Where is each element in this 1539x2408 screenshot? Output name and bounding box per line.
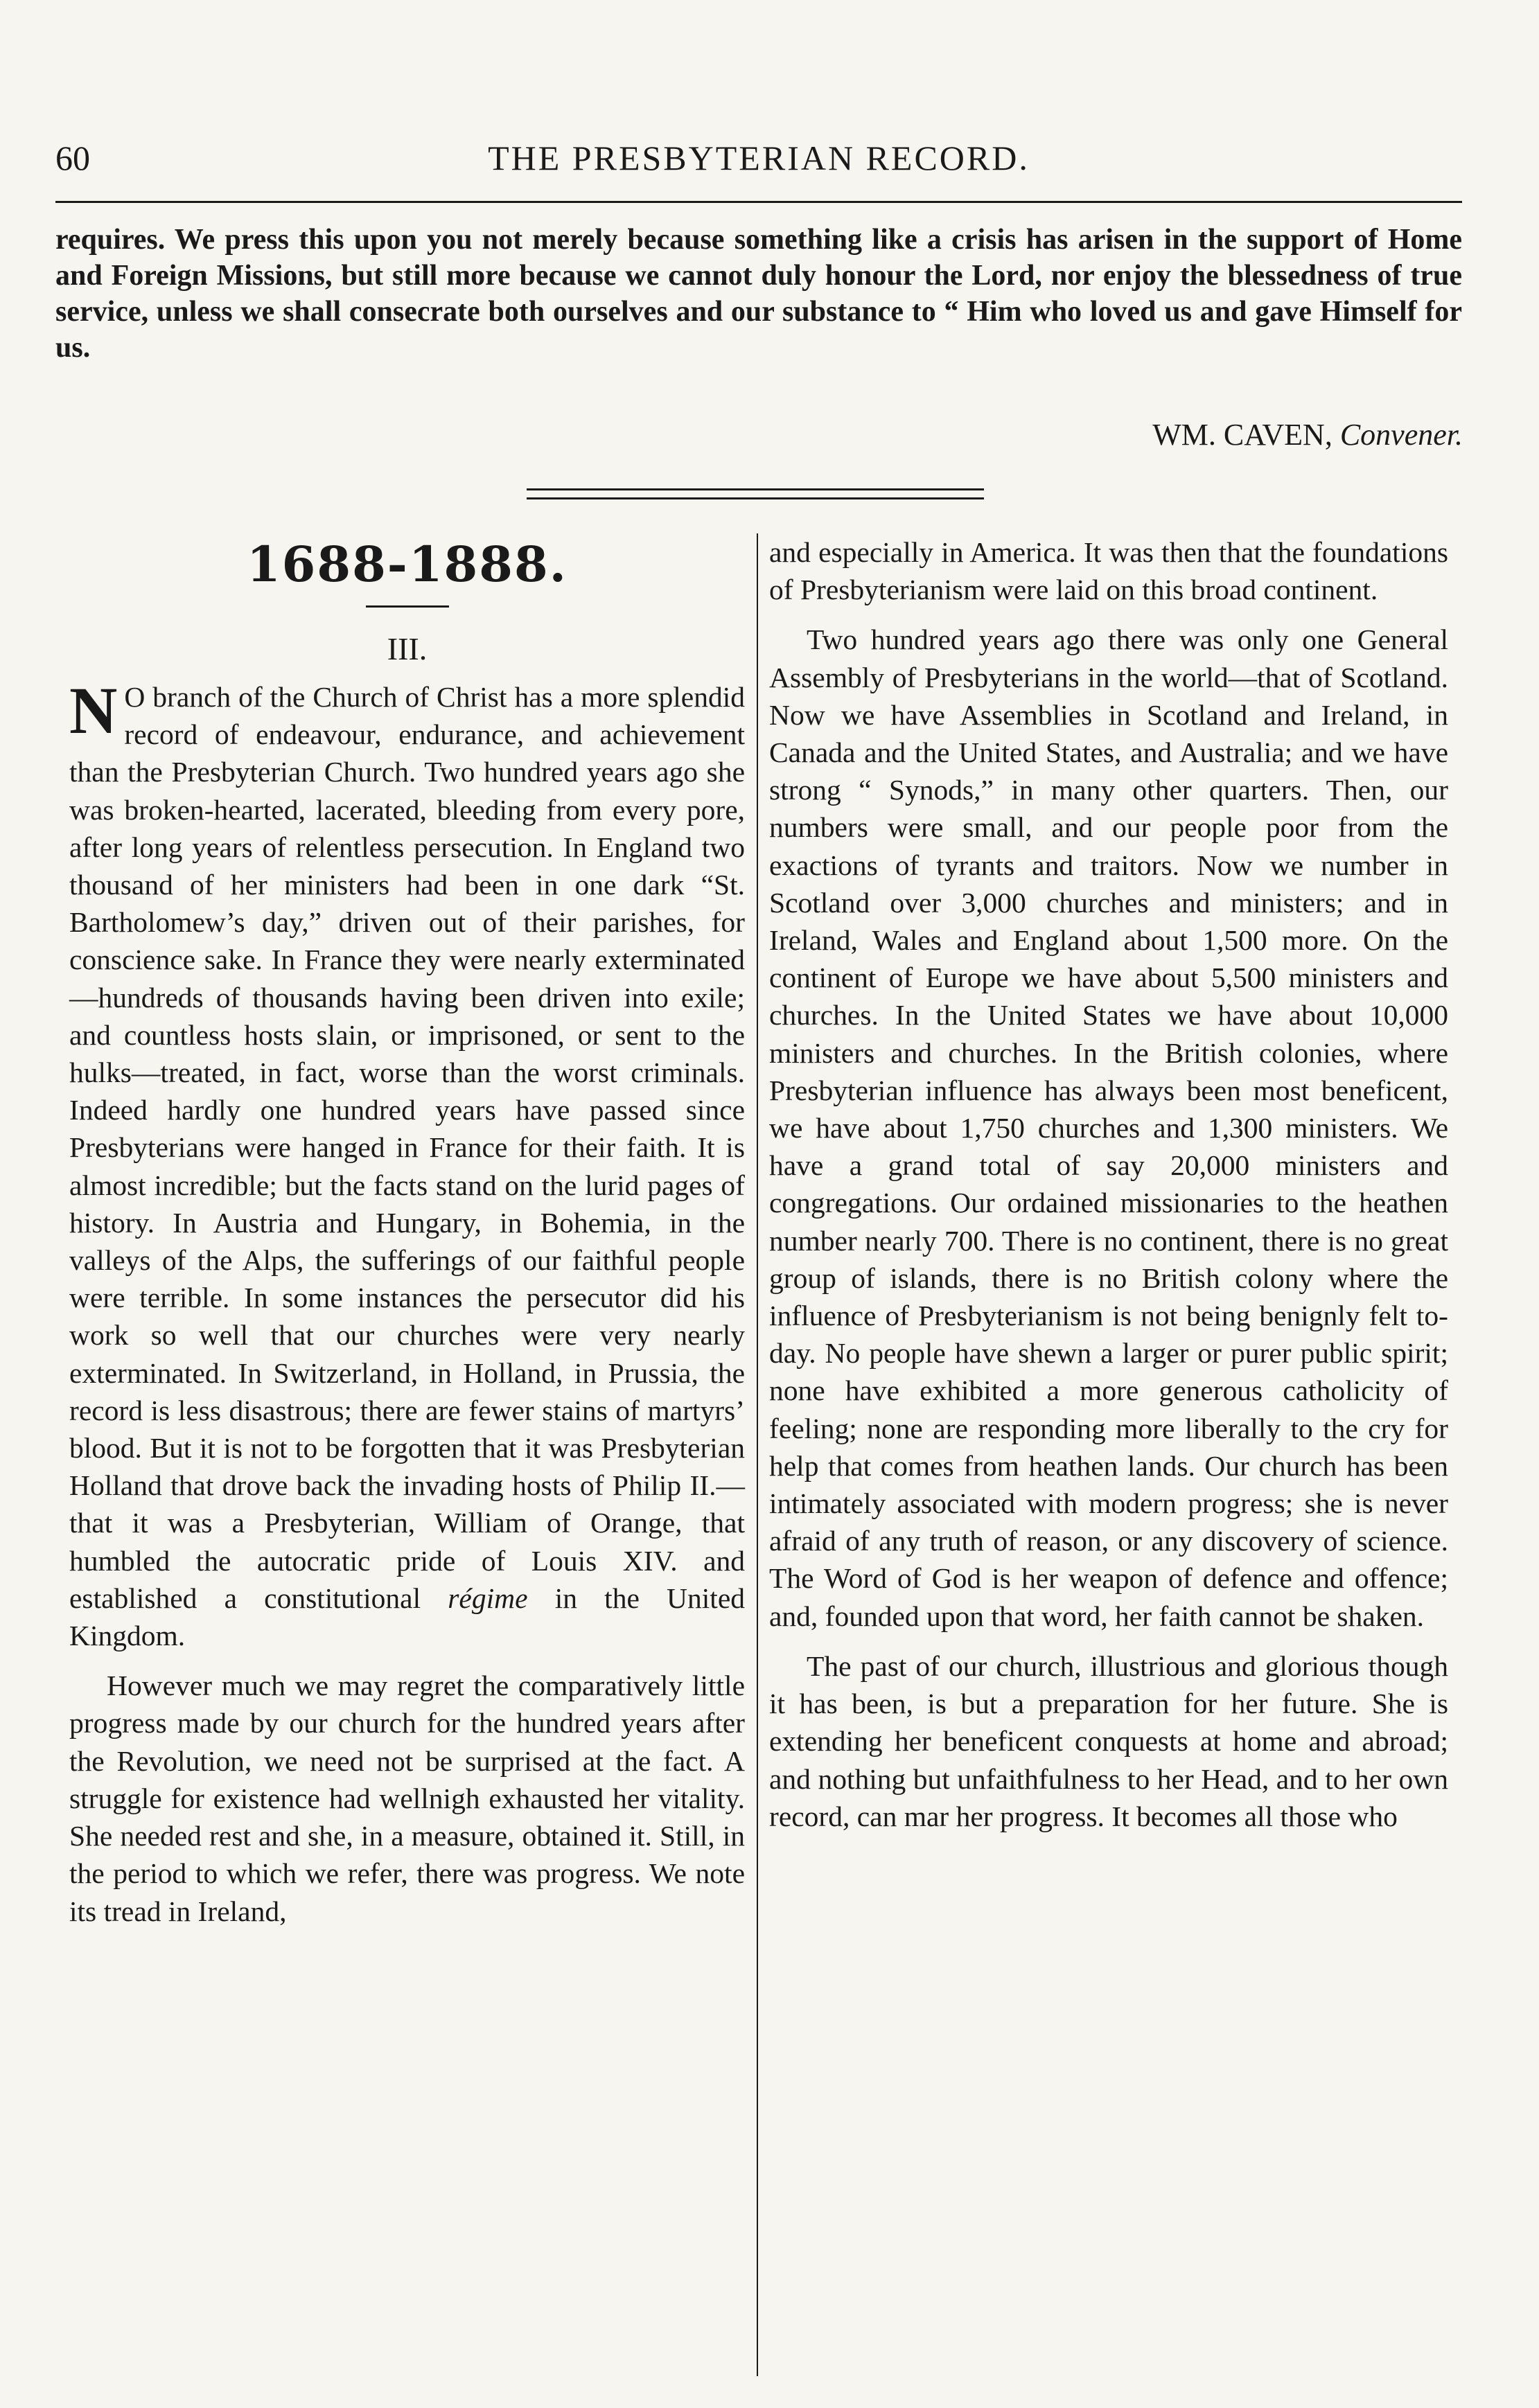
paragraph: and especially in America. It was then that the foundations of Presbyterianism were laid on this broad continent. bbox=[769, 536, 1448, 606]
page-number: 60 bbox=[55, 139, 90, 177]
paragraph-text: in the United Kingdom. bbox=[69, 1582, 745, 1652]
intro-paragraph: requires. We press this upon you not merely because something like a crisis has arisen in the support of Home and Foreign Missions, but still more because we cannot duly honour the Lord, nor enjoy the blessedness of true service, unless we shall consecrate both ourselves and our substance to “ Him who loved us and gave Himself for us. bbox=[55, 224, 1462, 364]
title-rule bbox=[366, 605, 449, 608]
running-head bbox=[55, 137, 1462, 186]
signature bbox=[1152, 416, 1463, 454]
signature-role: Convener. bbox=[1339, 418, 1463, 452]
paragraph-text: O branch of the Church of Christ has a more splendid record of endeavour, endurance, and achievement than the Presbyterian Church. Two hundred years ago she was broken-hearted, lacerated, bleeding from every pore, after long years of relentless persecution. In England two thousand of her ministers had been in one dark “St. Bartholomew’s day,” driven out of their parishes, for conscience sake. In France they were nearly exterminated—hundreds of thousands having been driven into exile; and countless hosts slain, or imprisoned, or sent to the hulks—treated, in fact, worse than the worst criminals. Indeed hardly one hundred years have passed since Presbyterians were hanged in France for their faith. It is almost incredible; but the facts stand on the lurid pages of history. In Austria and Hungary, in Bohemia, in the valleys of the Alps, the sufferings of our faithful people were terrible. In some instances the persecutor did his work so well that our churches were very nearly exterminated. In Switzerland, in Holland, in Prussia, the record is less disastrous; there are fewer stains of martyrs’ blood. But it is not to be forgotten that it was Presbyterian Holland that drove back the invading hosts of Philip II.—that it was a Presbyterian, William of Orange, that humbled the autocratic pride of Louis XIV. and established a constitutional bbox=[69, 681, 745, 1614]
section-divider bbox=[527, 488, 984, 499]
paragraph: However much we may regret the comparatively little progress made by our church for the hundred years after the Revolution, we need not be surprised at the fact. A struggle for existence had wellnigh exhausted her vitality. She needed rest and she, in a measure, obtained it. Still, in the period to which we refer, there was progress. We note its tread in Ireland, bbox=[69, 1670, 745, 1927]
left-column bbox=[69, 533, 745, 1942]
signature-name: WM. CAVEN, bbox=[1152, 418, 1333, 452]
paragraph: Two hundred years ago there was only one General Assembly of Presbyterians in the world—that of Scotland. Now we have Assemblies in Scotland and Ireland, in Canada and the United States, and Australia; and we have strong “ Synods,” in many other quarters. Then, our numbers were small, and our people poor from the exactions of tyrants and traitors. Now we number in Scotland over 3,000 churches and ministers; and in Ireland, Wales and England about 1,500 more. On the continent of Europe we have about 5,500 ministers and churches. In the United States we have about 10,000 ministers and churches. In the British colonies, where Presbyterian influence has always been most beneficent, we have about 1,750 churches and 1,300 ministers. We have a grand total of say 20,000 ministers and congregations. Our ordained missionaries to the heathen number nearly 700. There is no continent, there is no great group of islands, there is no British colony where the influence of Presbyterianism is not being benignly felt to-day. No people have shewn a larger or purer public spirit; none have exhibited a more generous catholicity of feeling; none are responding more liberally to the cry for help that comes from heathen lands. Our church has been intimately associated with modern progress; she is never afraid of any truth of reason, or any discovery of science. The Word of God is her weapon of defence and offence; and, founded upon that word, her faith cannot be shaken. bbox=[769, 623, 1448, 1632]
part-number: III. bbox=[387, 631, 428, 666]
column-divider bbox=[757, 533, 758, 2376]
right-column bbox=[769, 533, 1448, 1848]
italic-term: régime bbox=[448, 1582, 528, 1614]
drop-cap: N bbox=[69, 673, 118, 747]
paragraph: The past of our church, illustrious and glorious though it has been, is but a preparation for her future. She is extending her beneficent conquests at home and abroad; and nothing but unfaithfulness to her Head, and to her own record, can mar her progress. It becomes all those who bbox=[769, 1649, 1448, 1832]
article-title: 1688-1888. bbox=[246, 535, 568, 593]
header-rule bbox=[55, 201, 1462, 203]
paragraph bbox=[69, 673, 745, 1654]
journal-title: THE PRESBYTERIAN RECORD. bbox=[488, 139, 1030, 177]
